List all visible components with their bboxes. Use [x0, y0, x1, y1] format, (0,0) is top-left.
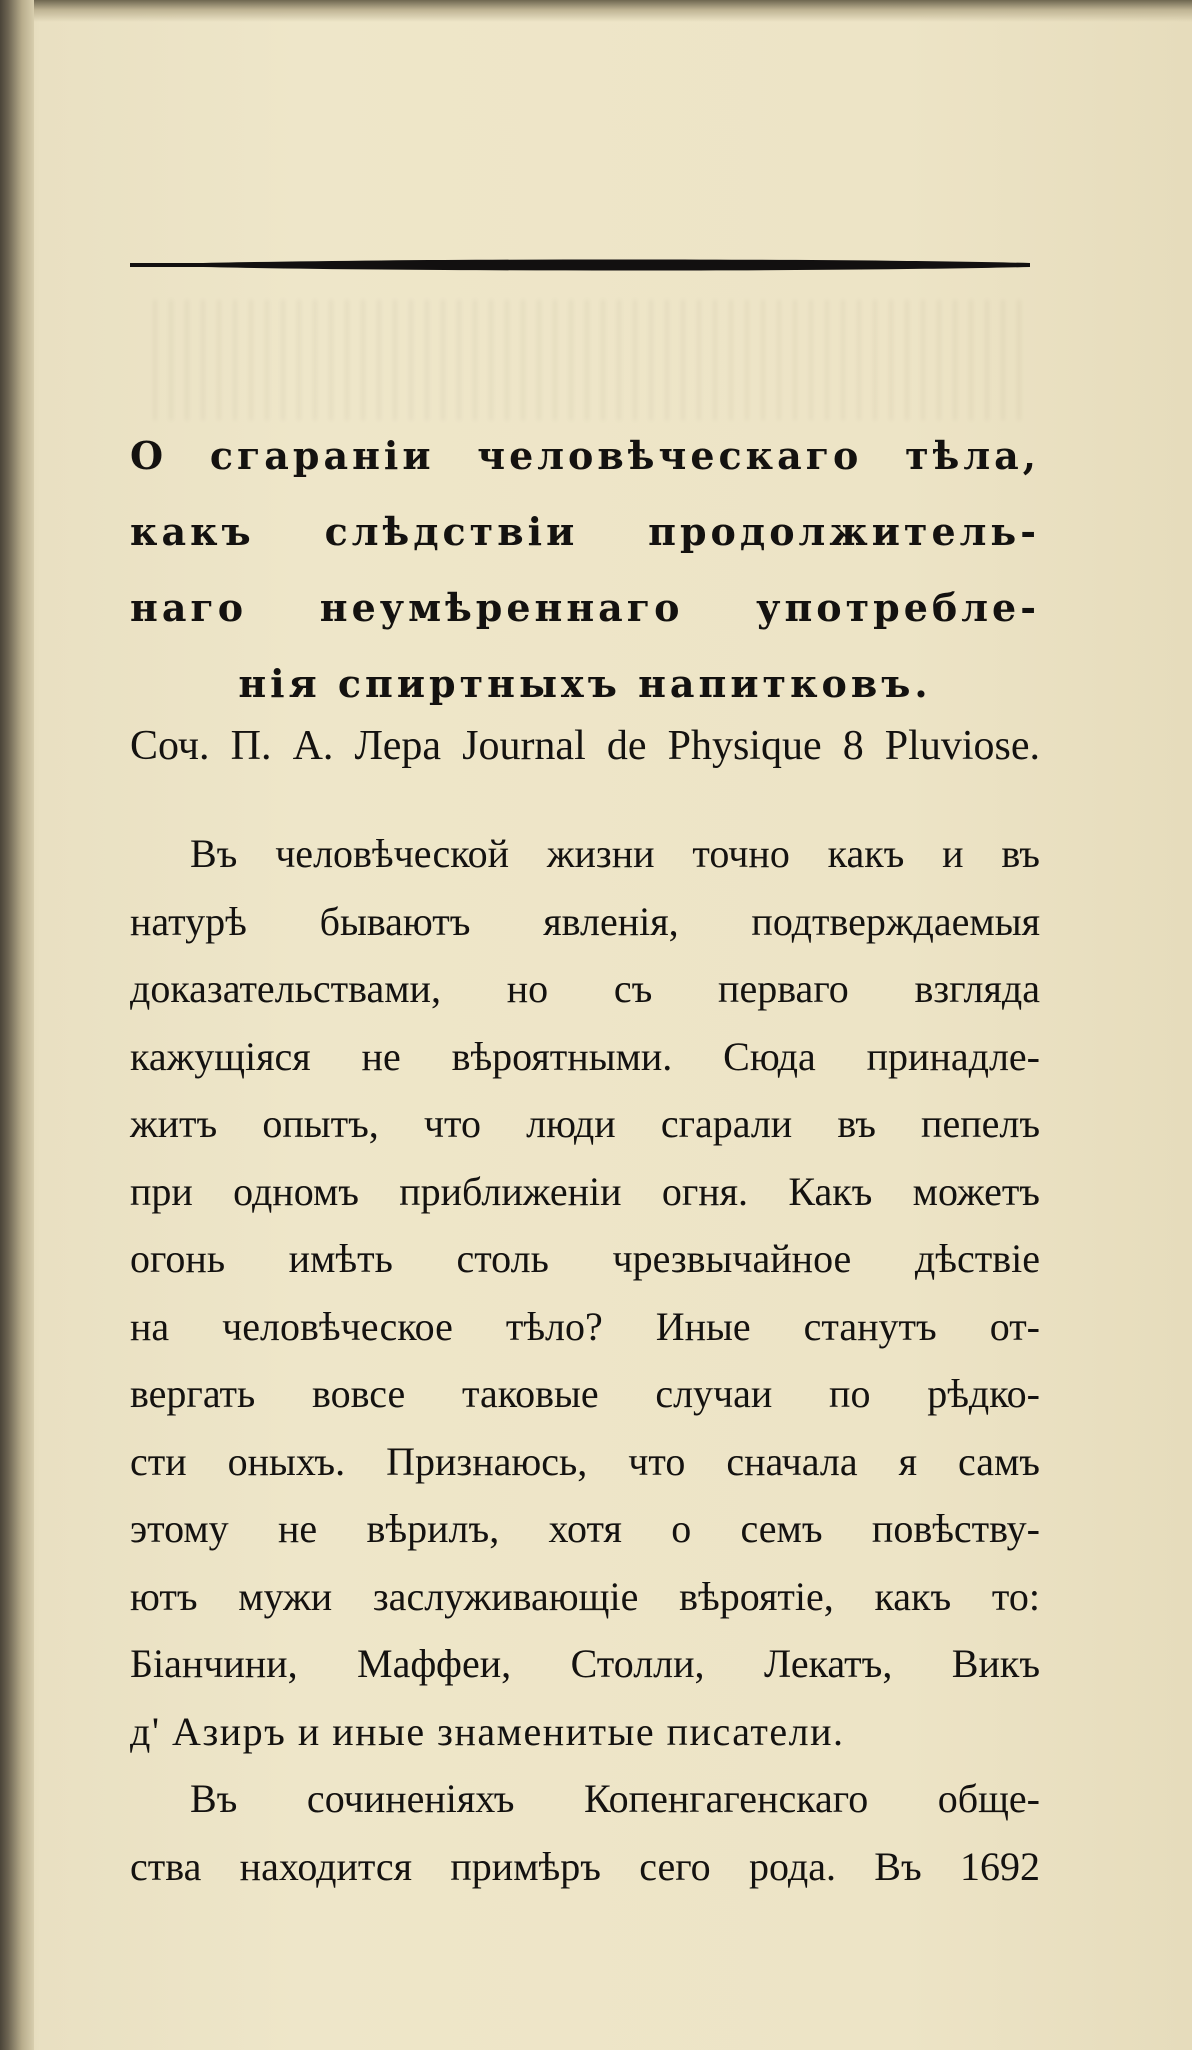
title-line-2: какъ слѣдствiи продолжитель-: [130, 509, 1040, 554]
body-line-11: этому не вѣрилъ, хотя о семъ повѣству-: [130, 1506, 1040, 1551]
page-top-edge: [34, 0, 1192, 22]
body-line-2: натурѣ бываютъ явленiя, подтверждаемыя: [130, 898, 1040, 944]
body-line-6: при одномъ приближенiи огня. Какъ можетъ: [130, 1168, 1040, 1214]
title-line-3: наго неумѣреннаго употребле-: [130, 585, 1040, 630]
body-line-16: ства находится примѣръ сего рода. Въ 1692: [130, 1843, 1040, 1889]
title-line-4: нiя спиртныхъ напитковъ.: [238, 661, 932, 706]
body-line-4: кажущiяся не вѣроятными. Сюда принадле-: [130, 1033, 1040, 1079]
body-line-15: Въ сочиненiяхъ Копенгагенскаго обще-: [190, 1776, 1040, 1821]
body-line-7: огонь имѣть столь чрезвычайное дѣствiе: [130, 1236, 1040, 1281]
body-line-12: ютъ мужи заслуживающiе вѣроятiе, какъ то:: [130, 1573, 1040, 1619]
body-line-3: доказательствами, но съ перваго взгляда: [130, 966, 1040, 1011]
book-spine-shadow: [0, 0, 34, 2050]
article-body: [130, 820, 1040, 1900]
source-citation: Соч. П. А. Лера Journal de Physique 8 Pluviose.: [130, 723, 1040, 769]
body-line-13: Бiанчини, Маффеи, Столли, Лекатъ, Викъ: [130, 1641, 1040, 1686]
body-line-14: д' Азиръ и иные знаменитые писатели.: [130, 1708, 845, 1754]
body-line-8: на человѣческое тѣло? Иные станутъ от-: [130, 1303, 1040, 1349]
body-line-1: Въ человѣческой жизни точно какъ и въ: [190, 831, 1040, 876]
body-line-9: вергать вовсе таковые случаи по рѣдко-: [130, 1371, 1040, 1416]
header-rule: [130, 256, 1030, 274]
body-line-10: сти оныхъ. Признаюсь, что сначала я самъ: [130, 1438, 1040, 1484]
title-line-1: О сгаранiи человѣческаго тѣла,: [130, 433, 1040, 478]
article-title: [130, 418, 1040, 722]
bleed-through-texture: [140, 300, 1020, 420]
body-line-5: житъ опытъ, что люди сгарали въ пепелъ: [130, 1101, 1040, 1146]
